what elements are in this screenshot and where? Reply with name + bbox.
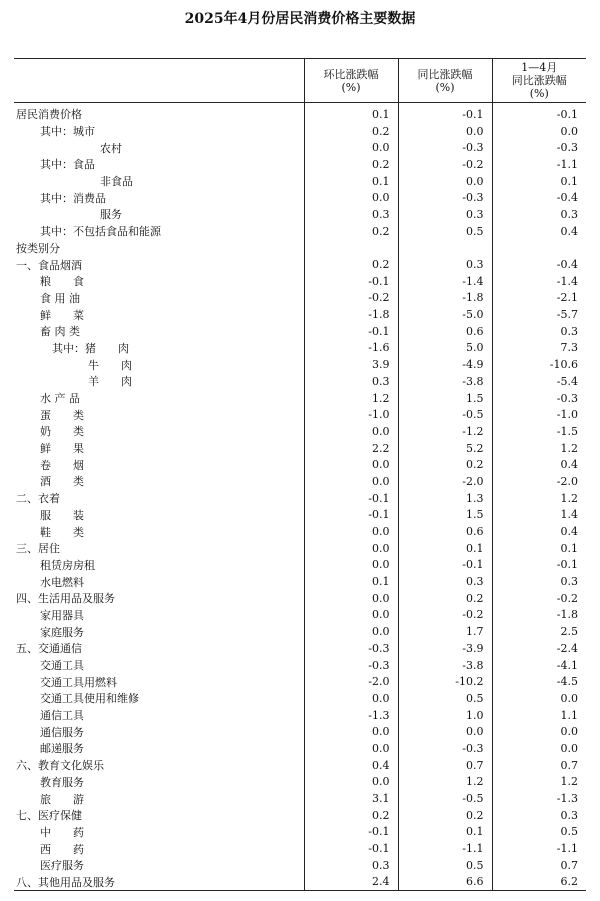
row-label: 五、交通通信 xyxy=(16,642,82,656)
table-row xyxy=(14,824,586,841)
cell-mom: 0.3 xyxy=(304,373,398,390)
row-label: 其中：食品 xyxy=(40,158,95,172)
table-row xyxy=(14,757,586,774)
cell-yoy: -0.3 xyxy=(398,139,492,156)
table-row xyxy=(14,273,586,290)
cell-ytd: 1.4 xyxy=(492,507,586,524)
cell-yoy: -1.2 xyxy=(398,423,492,440)
cell-mom: -1.6 xyxy=(304,340,398,357)
cell-ytd: 2.5 xyxy=(492,623,586,640)
row-label: 按类别分 xyxy=(16,241,60,255)
cell-mom: -1.0 xyxy=(304,406,398,423)
row-label: 鲜 果 xyxy=(40,442,84,456)
table-row xyxy=(14,373,586,390)
cell-mom: -1.3 xyxy=(304,707,398,724)
row-label: 家庭服务 xyxy=(40,625,84,639)
row-label: 通信服务 xyxy=(40,725,84,739)
row-label: 食 用 油 xyxy=(40,291,80,305)
cell-yoy: 0.5 xyxy=(398,857,492,874)
cell-yoy: -0.3 xyxy=(398,189,492,206)
cell-yoy: -0.5 xyxy=(398,790,492,807)
row-label: 七、医疗保健 xyxy=(16,809,82,823)
cell-yoy: -2.0 xyxy=(398,473,492,490)
table-row xyxy=(14,807,586,824)
row-label: 畜 肉 类 xyxy=(40,325,80,339)
header-text: (%) xyxy=(435,80,455,94)
table-row xyxy=(14,707,586,724)
table-row xyxy=(14,139,586,156)
table-row xyxy=(14,473,586,490)
row-label: 三、居住 xyxy=(16,542,60,556)
table-row xyxy=(14,189,586,206)
cell-mom: 0.1 xyxy=(304,173,398,190)
cell-ytd: -1.0 xyxy=(492,406,586,423)
cell-yoy: 0.1 xyxy=(398,824,492,841)
table-row xyxy=(14,223,586,240)
cell-mom: 0.2 xyxy=(304,256,398,273)
cell-yoy: 0.0 xyxy=(398,173,492,190)
row-label: 粮 食 xyxy=(40,275,84,289)
table-row xyxy=(14,623,586,640)
cell-ytd: 7.3 xyxy=(492,340,586,357)
cell-ytd: 0.5 xyxy=(492,824,586,841)
cell-mom: 0.2 xyxy=(304,223,398,240)
cell-mom: 3.9 xyxy=(304,356,398,373)
cell-mom: -0.1 xyxy=(304,490,398,507)
cell-yoy: 0.3 xyxy=(398,256,492,273)
cell-ytd: 0.0 xyxy=(492,690,586,707)
cell-yoy: 0.1 xyxy=(398,540,492,557)
cell-ytd: -0.3 xyxy=(492,139,586,156)
table-row xyxy=(14,340,586,357)
table-row xyxy=(14,406,586,423)
header-row xyxy=(14,59,586,103)
cell-yoy: -3.9 xyxy=(398,640,492,657)
cell-yoy: -10.2 xyxy=(398,673,492,690)
header-text: 1—4月 xyxy=(521,61,558,74)
table-row xyxy=(14,490,586,507)
table-row xyxy=(14,523,586,540)
row-label: 服务 xyxy=(100,208,122,222)
cell-ytd: 0.0 xyxy=(492,723,586,740)
cell-yoy: 0.0 xyxy=(398,123,492,140)
cell-ytd: 0.4 xyxy=(492,523,586,540)
table-row xyxy=(14,657,586,674)
header-text: 同比涨跌幅 xyxy=(511,74,567,87)
cell-mom: 0.3 xyxy=(304,206,398,223)
row-label: 非食品 xyxy=(100,175,133,189)
cell-ytd: 0.3 xyxy=(492,323,586,340)
cell-mom: -0.1 xyxy=(304,323,398,340)
cell-ytd: 1.2 xyxy=(492,774,586,791)
cell-ytd xyxy=(492,240,586,257)
row-label: 医疗服务 xyxy=(40,859,84,873)
cell-mom: 0.0 xyxy=(304,139,398,156)
header-text: 环比涨跌幅 xyxy=(323,67,379,81)
cell-ytd: -2.1 xyxy=(492,290,586,307)
cell-ytd: -5.4 xyxy=(492,373,586,390)
row-label: 交通工具使用和维修 xyxy=(40,692,139,706)
cell-yoy: -0.1 xyxy=(398,557,492,574)
cell-mom: 0.4 xyxy=(304,757,398,774)
table-row xyxy=(14,290,586,307)
cell-yoy: 1.5 xyxy=(398,507,492,524)
row-label: 西 药 xyxy=(40,842,84,856)
table-row xyxy=(14,423,586,440)
row-label: 蛋 类 xyxy=(40,408,84,422)
cpi-table xyxy=(14,58,586,891)
cell-mom: 0.2 xyxy=(304,123,398,140)
header-text: (%) xyxy=(529,87,549,100)
cell-ytd: -0.4 xyxy=(492,256,586,273)
cell-yoy: -0.1 xyxy=(398,103,492,123)
cell-yoy: -4.9 xyxy=(398,356,492,373)
cell-ytd: -0.2 xyxy=(492,590,586,607)
header-text: 同比涨跌幅 xyxy=(417,67,473,81)
row-label: 旅 游 xyxy=(40,792,84,806)
cell-mom: -0.1 xyxy=(304,273,398,290)
table-row xyxy=(14,790,586,807)
row-label: 农村 xyxy=(100,141,122,155)
table-row xyxy=(14,723,586,740)
table-row xyxy=(14,507,586,524)
table-row xyxy=(14,840,586,857)
cell-yoy: -0.3 xyxy=(398,740,492,757)
cell-yoy: 1.0 xyxy=(398,707,492,724)
cell-mom: -2.0 xyxy=(304,673,398,690)
cell-ytd: -4.1 xyxy=(492,657,586,674)
cell-mom: 0.0 xyxy=(304,774,398,791)
header-ytd xyxy=(492,59,586,103)
cell-yoy: 6.6 xyxy=(398,874,492,891)
cell-mom: -0.3 xyxy=(304,657,398,674)
header-mom xyxy=(304,59,398,103)
table-row xyxy=(14,240,586,257)
cell-ytd: -0.3 xyxy=(492,390,586,407)
row-label: 羊 肉 xyxy=(88,375,132,389)
table-row xyxy=(14,123,586,140)
header-item xyxy=(14,59,304,103)
cell-ytd: 6.2 xyxy=(492,874,586,891)
cell-mom: -0.1 xyxy=(304,840,398,857)
row-label: 其中：消费品 xyxy=(40,191,106,205)
cell-mom: 0.0 xyxy=(304,189,398,206)
cell-ytd: -1.5 xyxy=(492,423,586,440)
cell-yoy: -0.5 xyxy=(398,406,492,423)
cell-ytd: -1.3 xyxy=(492,790,586,807)
cell-mom: 0.0 xyxy=(304,590,398,607)
row-label: 卷 烟 xyxy=(40,458,84,472)
cell-ytd: -2.4 xyxy=(492,640,586,657)
table-row xyxy=(14,356,586,373)
table-row xyxy=(14,103,586,123)
cell-mom: 0.0 xyxy=(304,456,398,473)
cell-mom: 0.1 xyxy=(304,573,398,590)
row-label: 一、食品烟酒 xyxy=(16,258,82,272)
cell-mom: 0.0 xyxy=(304,607,398,624)
cell-mom: 3.1 xyxy=(304,790,398,807)
cell-yoy: 0.3 xyxy=(398,206,492,223)
cell-mom: 0.2 xyxy=(304,807,398,824)
cell-mom: 0.0 xyxy=(304,623,398,640)
cell-ytd: -5.7 xyxy=(492,306,586,323)
page-title: 2025年4月份居民消费价格主要数据 xyxy=(184,11,416,27)
cell-ytd: -2.0 xyxy=(492,473,586,490)
cell-mom xyxy=(304,240,398,257)
cell-mom: 0.0 xyxy=(304,423,398,440)
row-label: 六、教育文化娱乐 xyxy=(16,759,104,773)
row-label: 水 产 品 xyxy=(40,392,80,406)
row-label: 其中：猪 肉 xyxy=(52,341,129,355)
row-label: 教育服务 xyxy=(40,775,84,789)
cell-mom: 1.2 xyxy=(304,390,398,407)
row-label: 租赁房房租 xyxy=(40,558,95,572)
cell-mom: 0.0 xyxy=(304,740,398,757)
cell-ytd: -4.5 xyxy=(492,673,586,690)
table-row xyxy=(14,690,586,707)
cell-yoy: 0.6 xyxy=(398,523,492,540)
cell-yoy: -1.4 xyxy=(398,273,492,290)
cell-yoy: -5.0 xyxy=(398,306,492,323)
cell-mom: 0.0 xyxy=(304,557,398,574)
header-yoy xyxy=(398,59,492,103)
cell-ytd: 0.0 xyxy=(492,123,586,140)
cell-ytd: -10.6 xyxy=(492,356,586,373)
cell-ytd: 0.4 xyxy=(492,456,586,473)
cell-mom: 0.0 xyxy=(304,690,398,707)
table-row xyxy=(14,557,586,574)
cell-yoy xyxy=(398,240,492,257)
cell-yoy: 5.0 xyxy=(398,340,492,357)
cell-ytd: 0.1 xyxy=(492,173,586,190)
table-row xyxy=(14,673,586,690)
cell-mom: -1.8 xyxy=(304,306,398,323)
row-label: 水电燃料 xyxy=(40,575,84,589)
row-label: 中 药 xyxy=(40,825,84,839)
row-label: 八、其他用品及服务 xyxy=(14,874,304,891)
cell-mom: -0.2 xyxy=(304,290,398,307)
row-label: 交通工具 xyxy=(40,659,84,673)
table-row xyxy=(14,390,586,407)
cell-ytd: -0.4 xyxy=(492,189,586,206)
cell-yoy: -1.1 xyxy=(398,840,492,857)
cell-yoy: -3.8 xyxy=(398,373,492,390)
cell-mom: -0.1 xyxy=(304,824,398,841)
cell-ytd: 0.4 xyxy=(492,223,586,240)
cell-ytd: -1.1 xyxy=(492,156,586,173)
table-row xyxy=(14,456,586,473)
cell-yoy: 1.2 xyxy=(398,774,492,791)
cell-mom: 0.0 xyxy=(304,473,398,490)
row-label: 鞋 类 xyxy=(40,525,84,539)
table-row xyxy=(14,607,586,624)
cell-yoy: 0.2 xyxy=(398,807,492,824)
cell-mom: 0.0 xyxy=(304,723,398,740)
cell-yoy: 1.3 xyxy=(398,490,492,507)
table-row xyxy=(14,774,586,791)
cell-ytd: -1.8 xyxy=(492,607,586,624)
cell-yoy: 0.5 xyxy=(398,223,492,240)
table-row xyxy=(14,173,586,190)
cell-yoy: -0.2 xyxy=(398,156,492,173)
cell-mom: 0.1 xyxy=(304,103,398,123)
row-label: 其中：不包括食品和能源 xyxy=(40,225,161,239)
cell-ytd: 0.3 xyxy=(492,573,586,590)
table-row xyxy=(14,640,586,657)
table-row xyxy=(14,156,586,173)
cell-ytd: -0.1 xyxy=(492,103,586,123)
cell-mom: 2.4 xyxy=(304,874,398,891)
cell-yoy: 0.3 xyxy=(398,573,492,590)
table-row xyxy=(14,440,586,457)
cell-yoy: 0.2 xyxy=(398,456,492,473)
table-row xyxy=(14,256,586,273)
cell-ytd: 0.3 xyxy=(492,206,586,223)
row-label: 邮递服务 xyxy=(40,742,84,756)
cell-ytd: 0.3 xyxy=(492,807,586,824)
cell-yoy: 0.0 xyxy=(398,723,492,740)
table-row xyxy=(14,573,586,590)
table-header xyxy=(14,59,586,103)
cell-yoy: 1.7 xyxy=(398,623,492,640)
cell-ytd: 1.1 xyxy=(492,707,586,724)
cell-ytd: 0.7 xyxy=(492,757,586,774)
cell-yoy: 0.5 xyxy=(398,690,492,707)
cell-yoy: -3.8 xyxy=(398,657,492,674)
cell-ytd: 0.0 xyxy=(492,740,586,757)
cell-mom: 0.0 xyxy=(304,523,398,540)
cell-ytd: -1.4 xyxy=(492,273,586,290)
cell-ytd: 1.2 xyxy=(492,490,586,507)
table-row xyxy=(14,740,586,757)
cell-yoy: 1.5 xyxy=(398,390,492,407)
cell-mom: -0.3 xyxy=(304,640,398,657)
table-row xyxy=(14,323,586,340)
row-label: 牛 肉 xyxy=(88,358,132,372)
cell-ytd: -1.1 xyxy=(492,840,586,857)
table-row xyxy=(14,590,586,607)
cell-ytd: -0.1 xyxy=(492,557,586,574)
cell-yoy: 0.2 xyxy=(398,590,492,607)
table-row xyxy=(14,206,586,223)
cell-mom: 2.2 xyxy=(304,440,398,457)
cell-yoy: -0.2 xyxy=(398,607,492,624)
cell-ytd: 0.1 xyxy=(492,540,586,557)
row-label: 二、衣着 xyxy=(16,492,60,506)
row-label: 居民消费价格 xyxy=(16,108,82,122)
cell-ytd: 1.2 xyxy=(492,440,586,457)
row-label: 其中：城市 xyxy=(40,125,95,139)
table-body xyxy=(14,103,586,891)
cell-yoy: -1.8 xyxy=(398,290,492,307)
cell-yoy: 5.2 xyxy=(398,440,492,457)
row-label: 酒 类 xyxy=(40,475,84,489)
row-label: 交通工具用燃料 xyxy=(40,675,117,689)
header-text: (%) xyxy=(341,80,361,94)
cell-mom: -0.1 xyxy=(304,507,398,524)
row-label: 家用器具 xyxy=(40,608,84,622)
table-row xyxy=(14,874,586,891)
cell-yoy: 0.7 xyxy=(398,757,492,774)
cell-mom: 0.2 xyxy=(304,156,398,173)
cell-yoy: 0.6 xyxy=(398,323,492,340)
table-row xyxy=(14,306,586,323)
cell-ytd: 0.7 xyxy=(492,857,586,874)
row-label: 奶 类 xyxy=(40,425,84,439)
row-label: 鲜 菜 xyxy=(40,308,84,322)
cell-mom: 0.3 xyxy=(304,857,398,874)
cell-mom: 0.0 xyxy=(304,540,398,557)
table-row xyxy=(14,540,586,557)
row-label: 四、生活用品及服务 xyxy=(16,592,115,606)
table-row xyxy=(14,857,586,874)
row-label: 通信工具 xyxy=(40,709,84,723)
row-label: 服 装 xyxy=(40,508,84,522)
